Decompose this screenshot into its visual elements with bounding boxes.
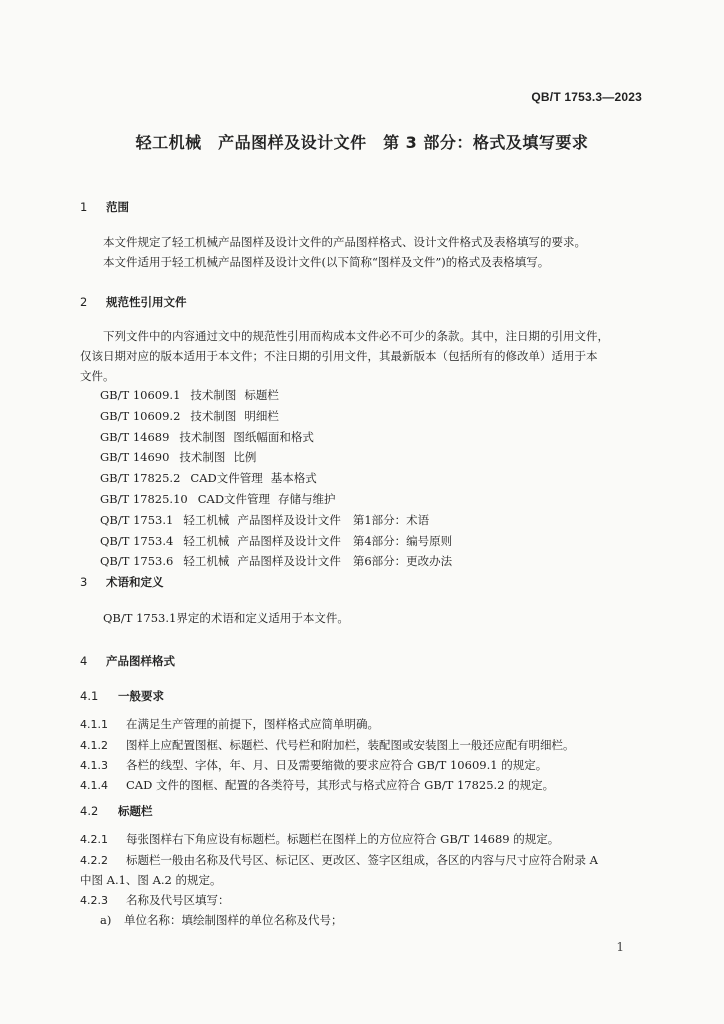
section-4-heading: 4 产品图样格式 (80, 654, 175, 668)
clause-4-2-3: 4.2.3 名称及代号区填写： (80, 893, 230, 907)
standard-code: QB/T 1753.3—2023 (531, 90, 642, 104)
clause-4-1-4: 4.1.4 CAD 文件的图框、配置的各类符号，其形式与格式应符合 GB/T 17825.2 的规定。 (80, 778, 555, 792)
list-item-a: a) 单位名称：填绘制图样的单位名称及代号； (100, 913, 343, 927)
clause-4-2-2: 4.2.2 标题栏一般由名称及代号区、标记区、更改区、签字区组成，各区的内容与尺寸应符合附录 A (80, 853, 598, 867)
section-2-heading: 2 规范性引用文件 (80, 295, 187, 309)
section-2-intro-line-2: 仅该日期对应的版本适用于本文件；不注日期的引用文件，其最新版本（包括所有的修改单）适用于本 (80, 349, 598, 363)
section-4-1-heading: 4.1 一般要求 (80, 689, 164, 703)
section-4-2-heading: 4.2 标题栏 (80, 804, 153, 818)
section-3-heading: 3 术语和定义 (80, 575, 164, 589)
clause-4-2-1: 4.2.1 每张图样右下角应设有标题栏。标题栏在图样上的方位应符合 GB/T 14689 的规定。 (80, 832, 560, 846)
reference-item: QB/T 1753.4 轻工机械 产品图样及设计文件 第4部分：编号原则 (100, 533, 453, 548)
reference-item: GB/T 10609.1 技术制图 标题栏 (100, 388, 279, 402)
section-1-para-1: 本文件规定了轻工机械产品图样及设计文件的产品图样格式、设计文件格式及表格填写的要求。 (103, 235, 586, 249)
section-2-intro-line-1: 下列文件中的内容通过文中的规范性引用而构成本文件必不可少的条款。其中，注日期的引用文件， (103, 329, 609, 343)
reference-list (100, 385, 452, 572)
reference-item: QB/T 1753.6 轻工机械 产品图样及设计文件 第6部分：更改办法 (100, 554, 453, 569)
section-3-para: QB/T 1753.1界定的术语和定义适用于本文件。 (103, 611, 349, 625)
reference-item: GB/T 17825.10 CAD文件管理 存储与维护 (100, 491, 336, 506)
section-1-para-2: 本文件适用于轻工机械产品图样及设计文件(以下简称“图样及文件”)的格式及表格填写。 (103, 255, 550, 269)
reference-item: QB/T 1753.1 轻工机械 产品图样及设计文件 第1部分：术语 (100, 512, 430, 527)
clause-4-1-2: 4.1.2 图样上应配置图框、标题栏、代号栏和附加栏，装配图或安装图上一般还应配有明细栏。 (80, 738, 575, 752)
clause-4-1-3: 4.1.3 各栏的线型、字体，年、月、日及需要缩微的要求应符合 GB/T 10609.1 的规定。 (80, 758, 548, 772)
reference-item: GB/T 14690 技术制图 比例 (100, 450, 257, 465)
reference-item: GB/T 10609.2 技术制图 明细栏 (100, 408, 279, 423)
page-number: 1 (616, 940, 624, 954)
reference-item: GB/T 14689 技术制图 图纸幅面和格式 (100, 429, 314, 444)
section-2-intro-line-3: 文件。 (80, 369, 115, 383)
reference-item: GB/T 17825.2 CAD文件管理 基本格式 (100, 471, 317, 486)
clause-4-2-2-continuation: 中图 A.1、图 A.2 的规定。 (80, 873, 222, 887)
clause-4-1-1: 4.1.1 在满足生产管理的前提下，图样格式应简单明确。 (80, 717, 379, 731)
section-1-heading: 1 范围 (80, 200, 129, 214)
document-title: 轻工机械 产品图样及设计文件 第 3 部分：格式及填写要求 (135, 133, 589, 152)
